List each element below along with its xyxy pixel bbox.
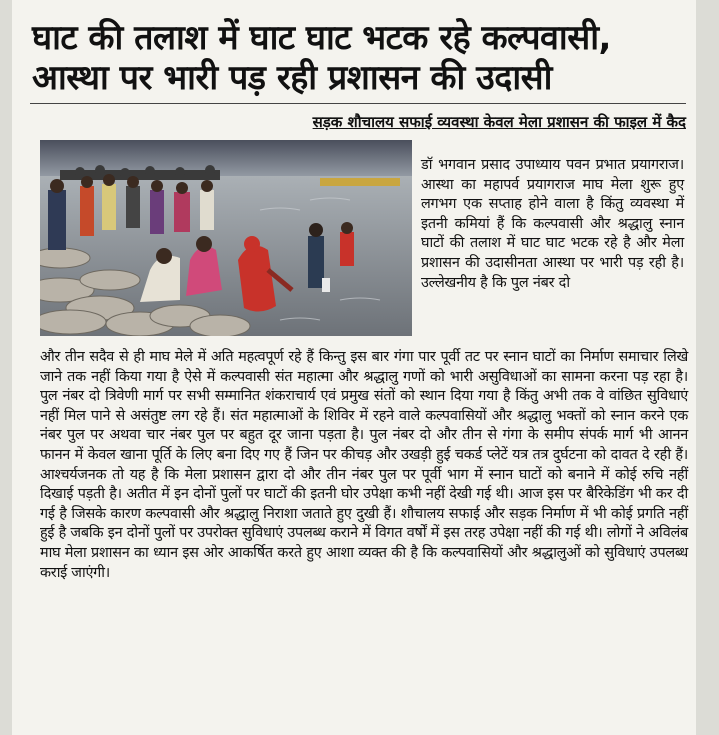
- subheadline: सड़क शौचालय सफाई व्यवस्था केवल मेला प्रशासन की फाइल में कैद: [312, 113, 686, 131]
- newspaper-page: [12, 0, 696, 735]
- headline-rule: [30, 103, 686, 104]
- headline: घाट की तलाश में घाट घाट भटक रहे कल्पवासी, आस्था पर भारी पड़ रही प्रशासन की उदासी: [32, 18, 611, 98]
- article-body: और तीन सदैव से ही माघ मेले में अति महत्वपूर्ण रहे हैं किन्तु इस बार गंगा पार पूर्वी तट पर स्नान घाटों का निर्माण समाचार लिखे जाने तक नहीं किया गया है ऐसे में कल्पवासी संत महात्मा और श्रद्धालु गणों को भारी असुविधाओं का सामना करना पड़ रहा है। पुल नंबर दो त्रिवेणी मार्ग पर सभी सम्मानित शंकराचार्य एवं प्रमुख संतों को स्थान दिया गया है किंतु अभी तक वे वांछित सुविधाएं नहीं मिल पाने से असंतुष्ट लग रहे हैं। संत महात्माओं के शिविर में रहने वाले कल्पवासियों और श्रद्धालु भक्तों को स्नान करने एक नंबर पुल पर अथवा चार नंबर पुल पर बहुत दूर जाना पड़ता है। पुल नंबर दो और तीन से गंगा के समीप संपर्क मार्ग भी आनन फानन में केवल खाना पूर्ति के लिए बना दिए गए हैं जिन पर कीचड़ और उखड़ी हुई चकर्ड प्लेटें यत्र तत्र दुर्घटना को दावत दे रही हैं। आश्चर्यजनक तो यह है कि मेला प्रशासन द्वारा दो और तीन नंबर पुल पर पूर्वी भाग में स्नान घाटों को बनाने में कोई रुचि नहीं दिखाई पड़ती है। अतीत में इन दोनों पुलों पर घाटों की इतनी घोर उपेक्षा कभी नहीं देखी गई थी। आज इस पर बैरिकेडिंग भी कर दी गई है जिसके कारण कल्पवासी और श्रद्धालु निराशा जताते हुए दुखी हैं। शौचालय सफाई और सड़क निर्माण में भी कोई प्रगति नहीं हुई है जबकि इन दोनों पुलों पर उपरोक्त सुविधाएं उपलब्ध कराने में विगत वर्षों में इस तरह उपेक्षा नहीं की गई थी। लोगों ने अविलंब माघ मेला प्रशासन का ध्यान इस ओर आकर्षित करते हुए आशा व्यक्त की है कि कल्पवासियों और श्रद्धालुओं को सुविधाएं उपलब्ध कराई जाएंगी।: [40, 349, 688, 581]
- photo-river-bathers: [40, 140, 412, 336]
- news-photo: [40, 140, 412, 336]
- article-intro: डॉ भगवान प्रसाद उपाध्याय पवन प्रभात प्रयागराज। आस्था का महापर्व प्रयागराज माघ मेला शुरू हुए लगभग एक सप्ताह होने वाला है किंतु व्यवस्था में इतनी कमियां हैं कि कल्पवासी और श्रद्धालु स्नान घाटों की तलाश में घाट घाट भटक रहे है और मेला प्रशासन की उदासीनता आस्था पर भारी पड़ रही है। उल्लेखनीय है कि पुल नंबर दो: [421, 157, 684, 291]
